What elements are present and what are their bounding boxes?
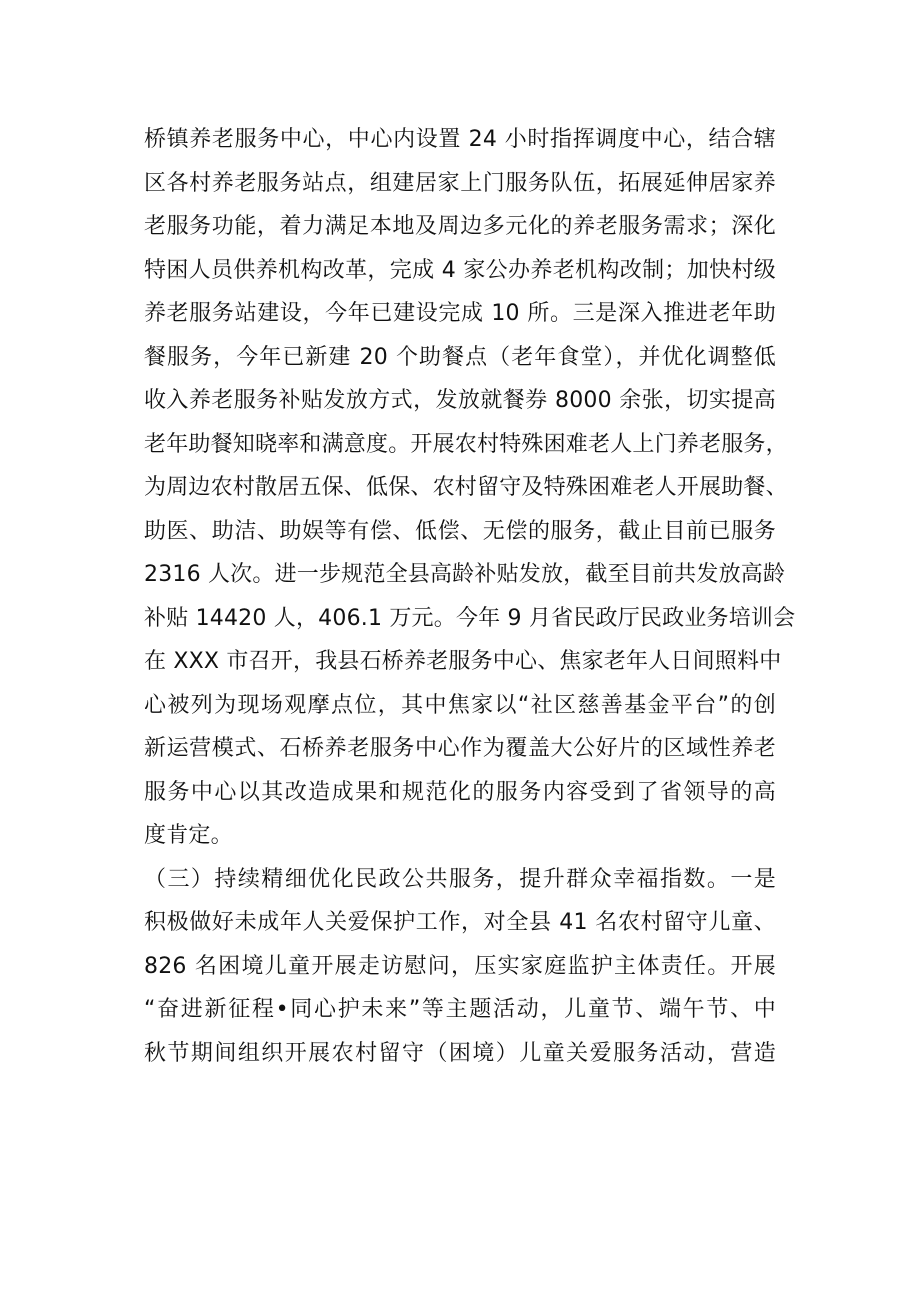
text-line: 秋节期间组织开展农村留守（困境）儿童关爱服务活动，营造 bbox=[144, 1040, 776, 1066]
text-line: 心被列为现场观摩点位，其中焦家以“社区慈善基金平台”的创 bbox=[144, 692, 776, 718]
text-line: “奋进新征程•同心护未来”等主题活动，儿童节、端午节、中 bbox=[144, 997, 776, 1022]
text-line: 老年助餐知晓率和满意度。开展农村特殊困难老人上门养老服务， bbox=[144, 431, 788, 457]
text-line: 桥镇养老服务中心，中心内设置 24 小时指挥调度中心，结合辖 bbox=[144, 127, 776, 152]
text-line: 养老服务站建设，今年已建设完成 10 所。三是深入推进老年助 bbox=[144, 301, 776, 326]
text-line: 积极做好未成年人关爱保护工作，对全县 41 名农村留守儿童、 bbox=[144, 910, 776, 935]
text-line: 区各村养老服务站点，组建居家上门服务队伍，拓展延伸居家养 bbox=[144, 170, 776, 196]
paragraph-end-line: 度肯定。 bbox=[144, 823, 233, 848]
text-line: 特困人员供养机构改革，完成 4 家公办养老机构改制；加快村级 bbox=[144, 257, 776, 283]
text-line: 补贴 14420 人，406.1 万元。今年 9 月省民政厅民政业务培训会 bbox=[144, 605, 796, 631]
text-line: 为周边农村散居五保、低保、农村留守及特殊困难老人开展助餐、 bbox=[144, 475, 788, 500]
text-line: 服务中心以其改造成果和规范化的服务内容受到了省领导的高 bbox=[144, 779, 776, 805]
document-body bbox=[144, 118, 796, 1075]
text-line: 在 XXX 市召开，我县石桥养老服务中心、焦家老年人日间照料中 bbox=[144, 649, 782, 674]
text-line: 新运营模式、石桥养老服务中心作为覆盖大公好片的区域性养老 bbox=[144, 736, 776, 761]
text-line: 826 名困境儿童开展走访慰问，压实家庭监护主体责任。开展 bbox=[144, 953, 776, 979]
text-line: 收入养老服务补贴发放方式，发放就餐券 8000 余张，切实提高 bbox=[144, 388, 776, 413]
section-heading-line: （三）持续精细优化民政公共服务，提升群众幸福指数。一是 bbox=[144, 866, 776, 892]
text-line: 助医、助洁、助娱等有偿、低偿、无偿的服务，截止目前已服务 bbox=[144, 518, 776, 544]
text-line: 老服务功能，着力满足本地及周边多元化的养老服务需求；深化 bbox=[144, 214, 776, 239]
text-line: 餐服务，今年已新建 20 个助餐点（老年食堂），并优化调整低 bbox=[144, 344, 776, 370]
text-line: 2316 人次。进一步规范全县高龄补贴发放，截至目前共发放高龄 bbox=[144, 562, 786, 587]
